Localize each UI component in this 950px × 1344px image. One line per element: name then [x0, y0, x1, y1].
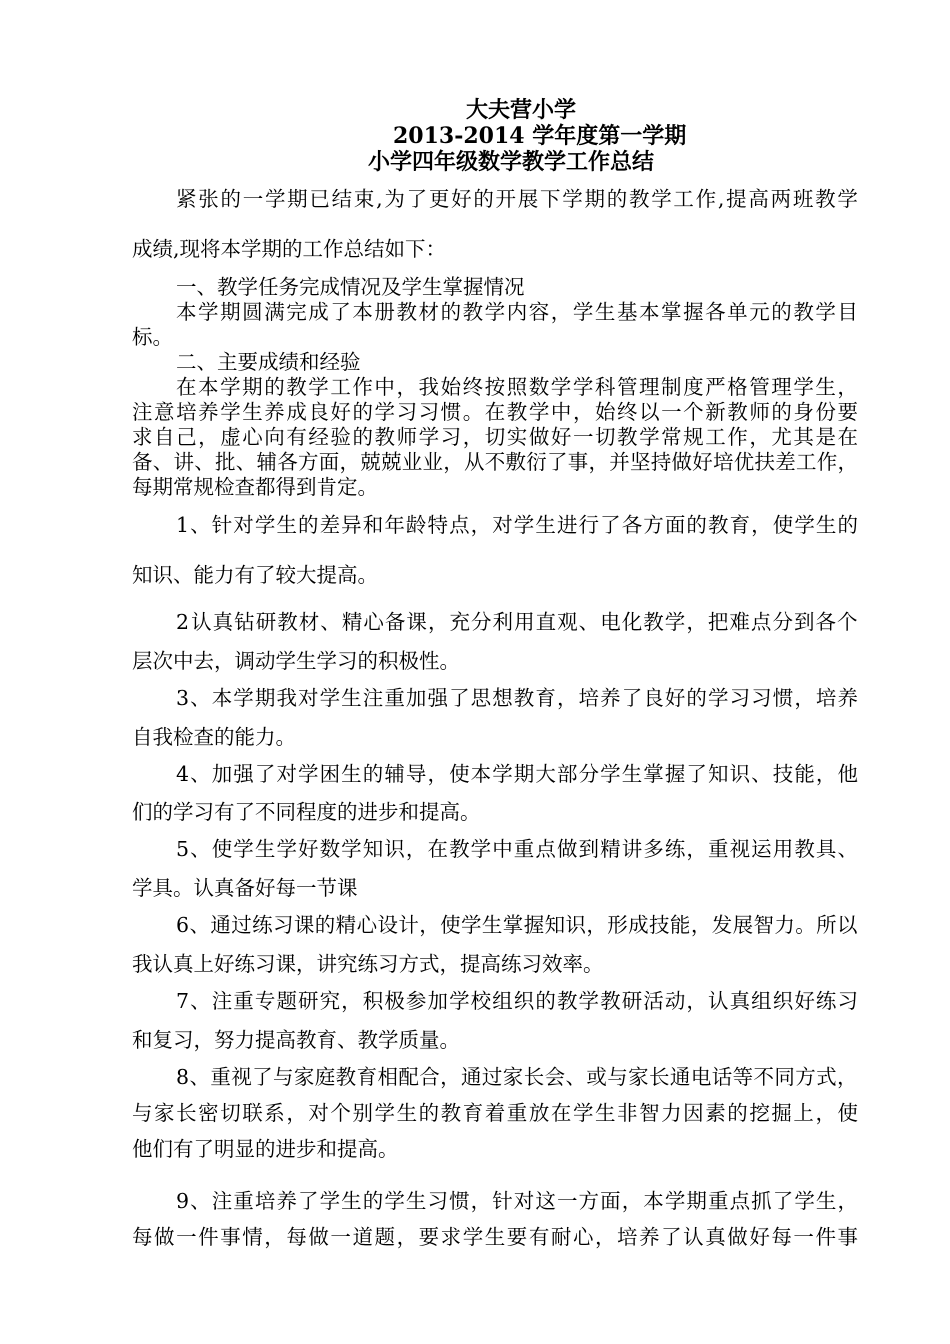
item-8-line-2: 与 家 长 密 切 联 系 ， 对 个 别 学 生 的 教 育 着 重 放 在 学 生 非 智 力 因 素 的 挖 掘 上 ， 使 [132, 1101, 858, 1125]
section1-heading: 一、教学任务完成情况及学生掌握情况 [176, 275, 525, 299]
item-4-line-2: 们的学习有了不同程度的进步和提高。 [132, 800, 481, 824]
item-2-line-1: 2 认 真 钻 研 教 材 、 精 心 备 课 ， 充 分 利 用 直 观 、 电 化 教 学 ， 把 难 点 分 到 各 个 [176, 610, 858, 634]
item-9-line-1: 9 、 注 重 培 养 了 学 生 的 学 生 习 惯 ， 针 对 这 一 方 面 ， 本 学 期 重 点 抓 了 学 生 ， [176, 1189, 858, 1213]
section2-line-3: 求 自 己 ， 虚 心 向 有 经 验 的 教 师 学 习 ， 切 实 做 好 一 切 教 学 常 规 工 作 ， 尤 其 是 在 [132, 425, 858, 449]
item-9-line-2: 每 做 一 件 事 情 ， 每 做 一 道 题 ， 要 求 学 生 要 有 耐 心 ， 培 养 了 认 真 做 好 每 一 件 事 [132, 1225, 858, 1249]
section2-line-2: 注 意 培 养 学 生 养 成 良 好 的 学 习 习 惯 。 在 教 学 中 ， 始 终 以 一 个 新 教 师 的 身 份 要 [132, 400, 858, 424]
item-7-line-2: 和复习，努力提高教育、教学质量。 [132, 1028, 460, 1052]
item-7-line-1: 7 、 注 重 专 题 研 究 ， 积 极 参 加 学 校 组 织 的 教 学 教 研 活 动 ， 认 真 组 织 好 练 习 [176, 989, 858, 1013]
section1-line-2: 标。 [132, 325, 173, 349]
item-8-line-1: 8 、 重 视 了 与 家 庭 教 育 相 配 合 ， 通 过 家 长 会 、 或 与 家 长 通 电 话 等 不 同 方 式 ， [176, 1065, 858, 1089]
item-1-line-1: 1 、 针 对 学 生 的 差 异 和 年 龄 特 点 ， 对 学 生 进 行 了 各 方 面 的 教 育 ， 使 学 生 的 [176, 513, 858, 537]
section2-line-5: 每期常规检查都得到肯定。 [132, 475, 378, 499]
school-title: 大夫营小学 [466, 97, 577, 123]
item-8-line-3: 他们有了明显的进步和提高。 [132, 1137, 399, 1161]
section2-heading: 二、主要成绩和经验 [176, 350, 361, 374]
section1-line-1: 本 学 期 圆 满 完 成 了 本 册 教 材 的 教 学 内 容 ， 学 生 基 本 掌 握 各 单 元 的 教 学 目 [176, 300, 858, 324]
item-3-line-2: 自我检查的能力。 [132, 725, 296, 749]
section2-line-4: 备 、 讲 、 批 、 辅 各 方 面 ， 兢 兢 业 业 ， 从 不 敷 衍 了 事 ， 并 坚 持 做 好 培 优 扶 差 工 作 ， [132, 450, 858, 474]
item-6-line-2: 我认真上好练习课，讲究练习方式，提高练习效率。 [132, 952, 604, 976]
item-3-line-1: 3 、 本 学 期 我 对 学 生 注 重 加 强 了 思 想 教 育 ， 培 养 了 良 好 的 学 习 习 惯 ， 培 养 [176, 686, 858, 710]
intro-line-2: 成绩,现将本学期的工作总结如下： [132, 237, 447, 261]
item-6-line-1: 6 、 通 过 练 习 课 的 精 心 设 计 ， 使 学 生 掌 握 知 识 ， 形 成 技 能 ， 发 展 智 力 。 所 以 [176, 913, 858, 937]
item-4-line-1: 4 、 加 强 了 对 学 困 生 的 辅 导 ， 使 本 学 期 大 部 分 学 生 掌 握 了 知 识 、 技 能 ， 他 [176, 762, 858, 786]
term-title: 2013-2014 学年度第一学期 [393, 123, 687, 149]
item-2-line-2: 层次中去，调动学生学习的积极性。 [132, 649, 460, 673]
item-5-line-1: 5 、 使 学 生 学 好 数 学 知 识 ， 在 教 学 中 重 点 做 到 精 讲 多 练 ， 重 视 运 用 教 具 、 [176, 837, 858, 861]
intro-line-1: 紧 张 的 一 学 期 已 结 束 , 为 了 更 好 的 开 展 下 学 期 的 教 学 工 作 , 提 高 两 班 教 学 [176, 187, 858, 211]
section2-line-1: 在 本 学 期 的 教 学 工 作 中 ， 我 始 终 按 照 数 学 学 科 管 理 制 度 严 格 管 理 学 生 ， [176, 375, 858, 399]
subject-title: 小学四年级数学教学工作总结 [368, 149, 655, 175]
item-1-line-2: 知识、能力有了较大提高。 [132, 563, 378, 587]
item-5-line-2: 学具。认真备好每一节课 [132, 876, 358, 900]
